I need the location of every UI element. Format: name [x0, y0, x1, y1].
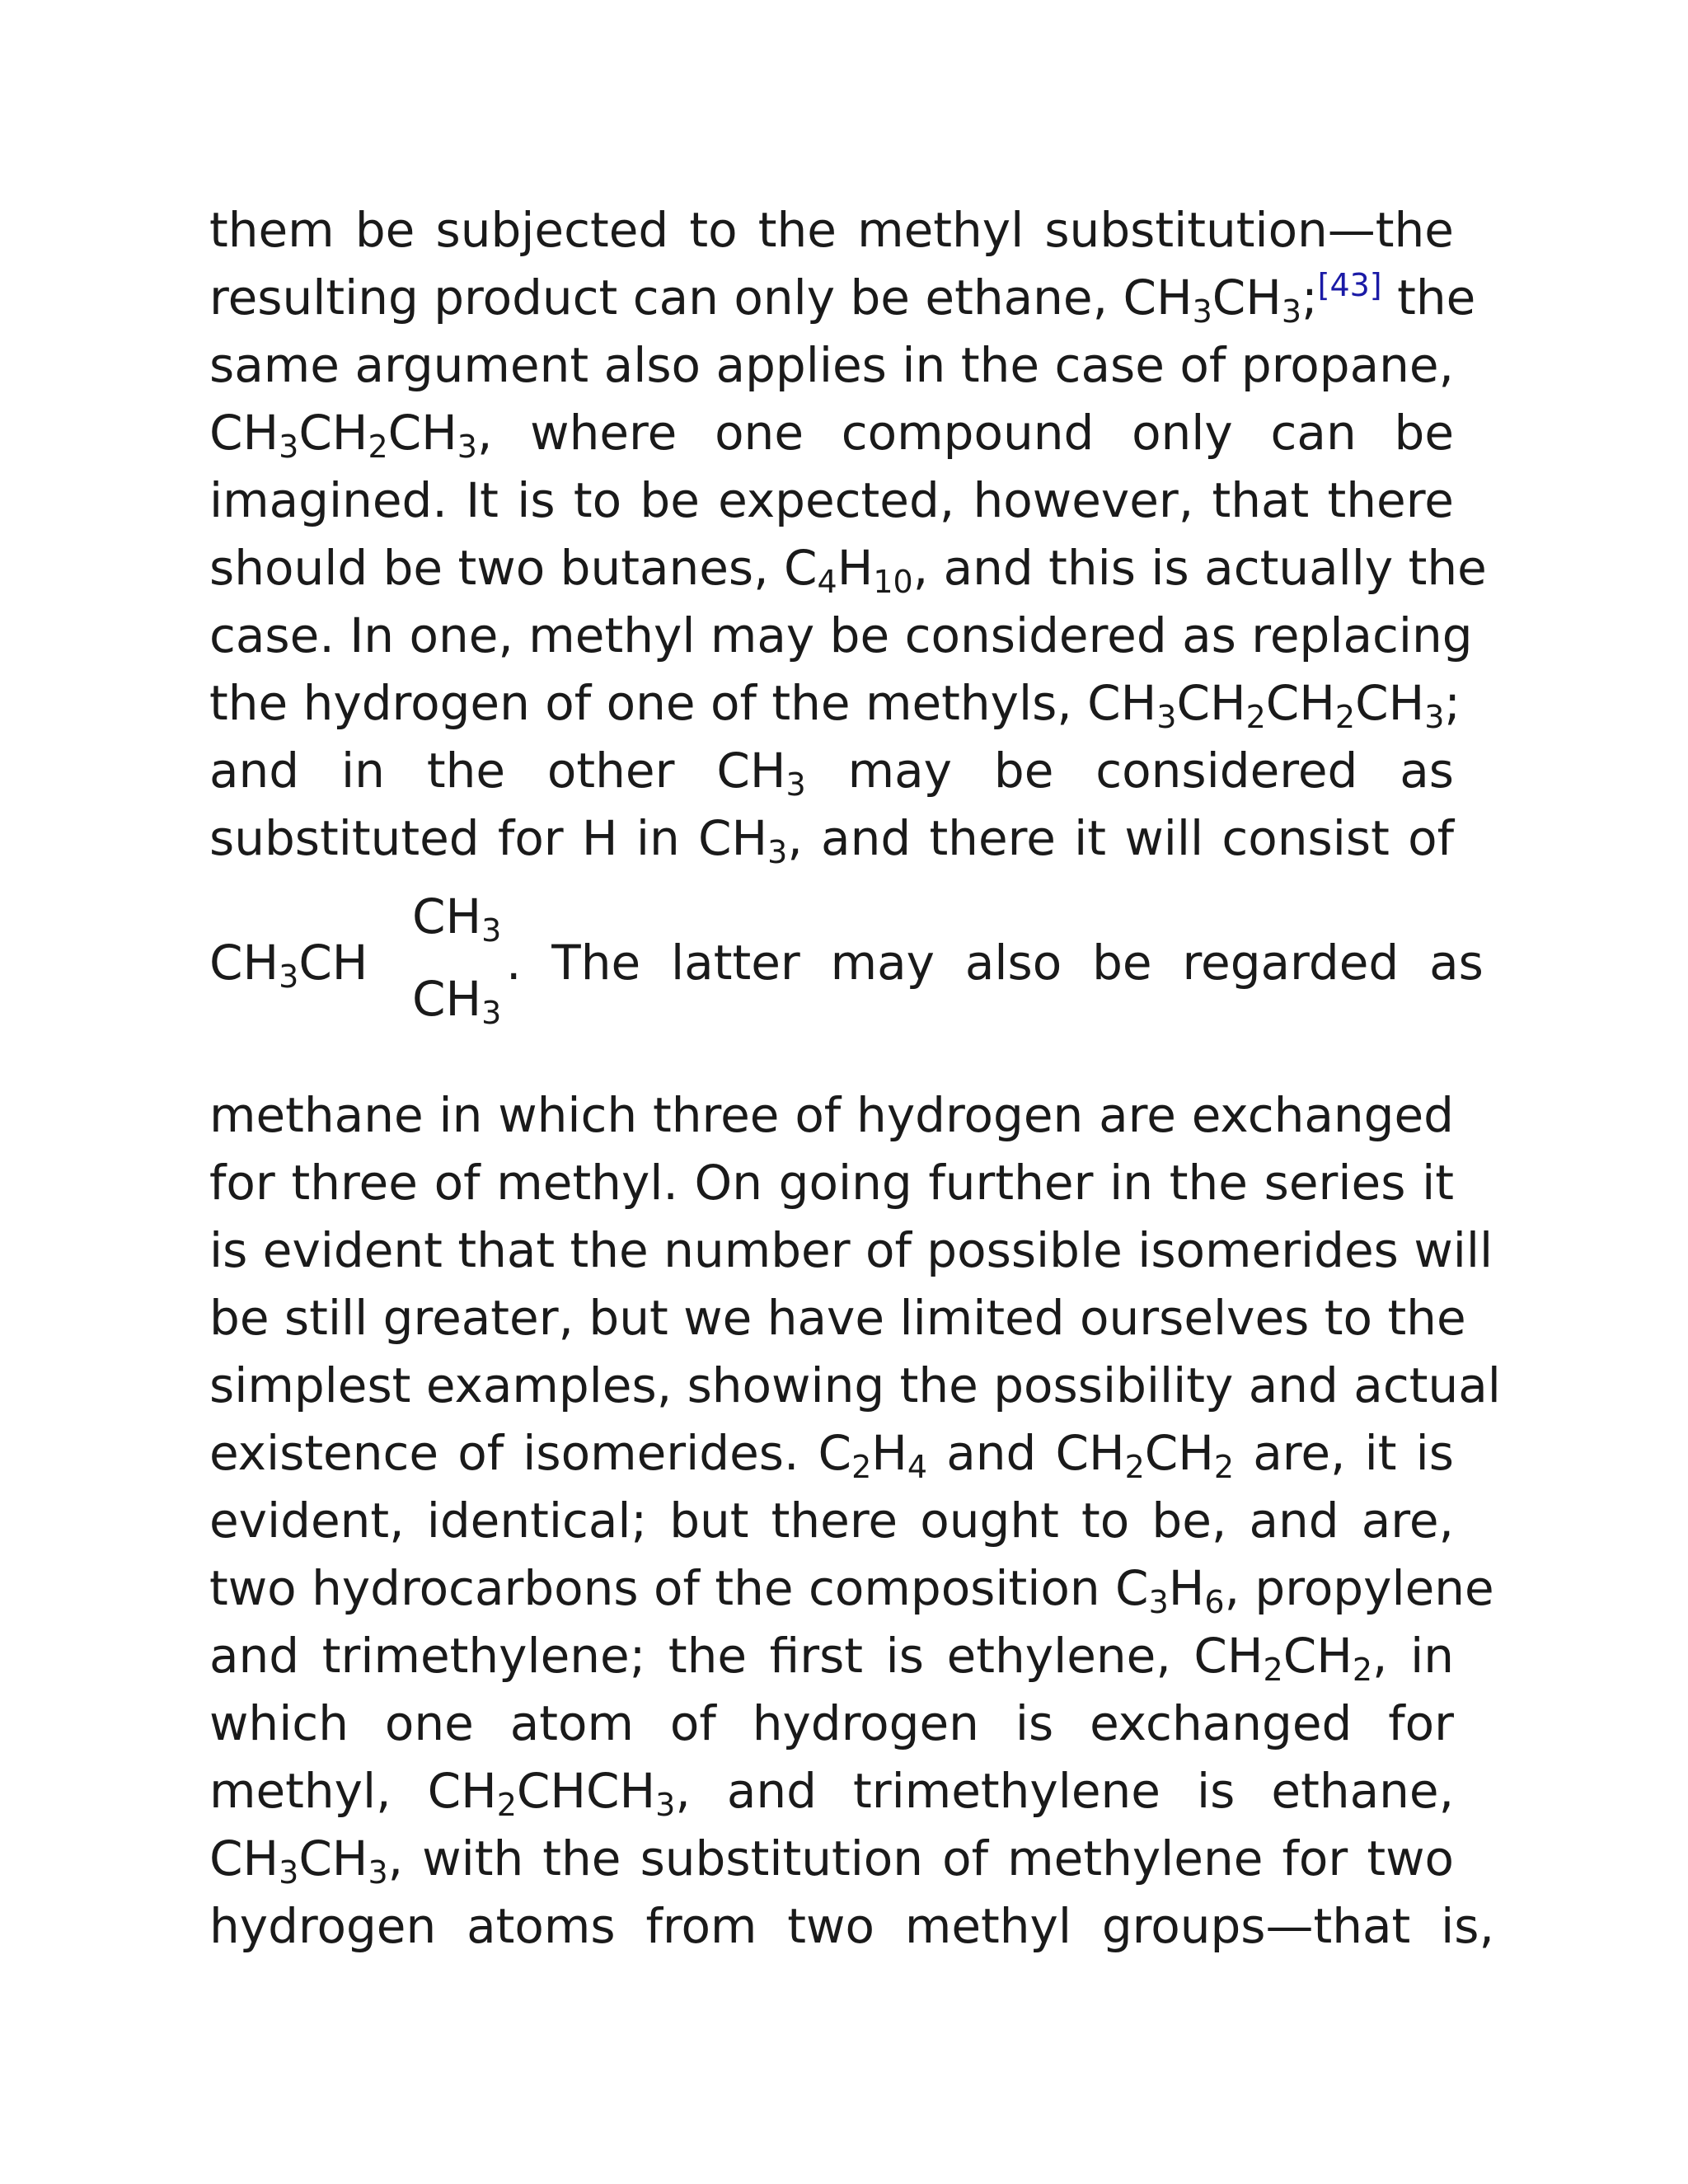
text-line: existence of isomerides. $C_2H_4$ and $CH_2CH_2$ are, it is [209, 1425, 1454, 1485]
formula-main-chain: $CH_3CH$ [209, 935, 368, 995]
text-line: two hydrocarbons of the composition $C_3H_6$, propylene [209, 1560, 1494, 1620]
text-line: the hydrogen of one of the methyls, $CH_3CH_2CH_2CH_3$; [209, 675, 1461, 735]
text-line: resulting product can only be ethane, $CH_3CH_3;[43]$ the [209, 267, 1476, 330]
footnote-link[interactable]: [43] [1317, 267, 1382, 303]
text-line: them be subjected to the methyl substitution—the [209, 202, 1454, 258]
text-line: $CH_3CH_2CH_3$, where one compound only can be [209, 405, 1454, 465]
page-content [209, 196, 1501, 1960]
text-line: which one atom of hydrogen is exchanged for [209, 1695, 1454, 1751]
text-line: methyl, $CH_2CHCH_3$, and trimethylene is ethane, [209, 1763, 1455, 1823]
text-line: and trimethylene; the first is ethylene, $CH_2CH_2$, in [209, 1628, 1454, 1688]
text-line: evident, identical; but there ought to be, and are, [209, 1493, 1454, 1549]
text-line: case. In one, methyl may be considered as replacing [209, 607, 1473, 663]
text-line: $CH_3CH_3$, with the substitution of methylene for two [209, 1830, 1454, 1891]
text-line: imagined. It is to be expected, however, that there [209, 472, 1454, 528]
text-line: should be two butanes, $C_4H_{10}$, and this is actually the [209, 540, 1487, 600]
text-line: substituted for H in $CH_3$, and there it will consist of [209, 810, 1454, 870]
formula-branch-top: $CH_3$ [412, 888, 502, 949]
text-line: hydrogen atoms from two methyl groups—that is, [209, 1898, 1494, 1954]
paragraph-1 [209, 196, 1487, 872]
text-line: methane in which three of hydrogen are exchanged [209, 1087, 1454, 1143]
paragraph-2 [209, 1081, 1501, 1960]
text-line: simplest examples, showing the possibility and actual [209, 1357, 1501, 1413]
text-line: be still greater, but we have limited ourselves to the [209, 1290, 1466, 1346]
formula-trailing-text: . The latter may also be regarded as [506, 935, 1484, 991]
formula-branch-bottom: $CH_3$ [412, 971, 502, 1031]
text-line: same argument also applies in the case of propane, [209, 337, 1454, 393]
text-line: and in the other $CH_3$ may be considered as [209, 743, 1455, 803]
text-line: for three of methyl. On going further in the series it [209, 1155, 1454, 1211]
branched-formula [209, 879, 1484, 1060]
text-line: is evident that the number of possible isomerides will [209, 1222, 1493, 1278]
